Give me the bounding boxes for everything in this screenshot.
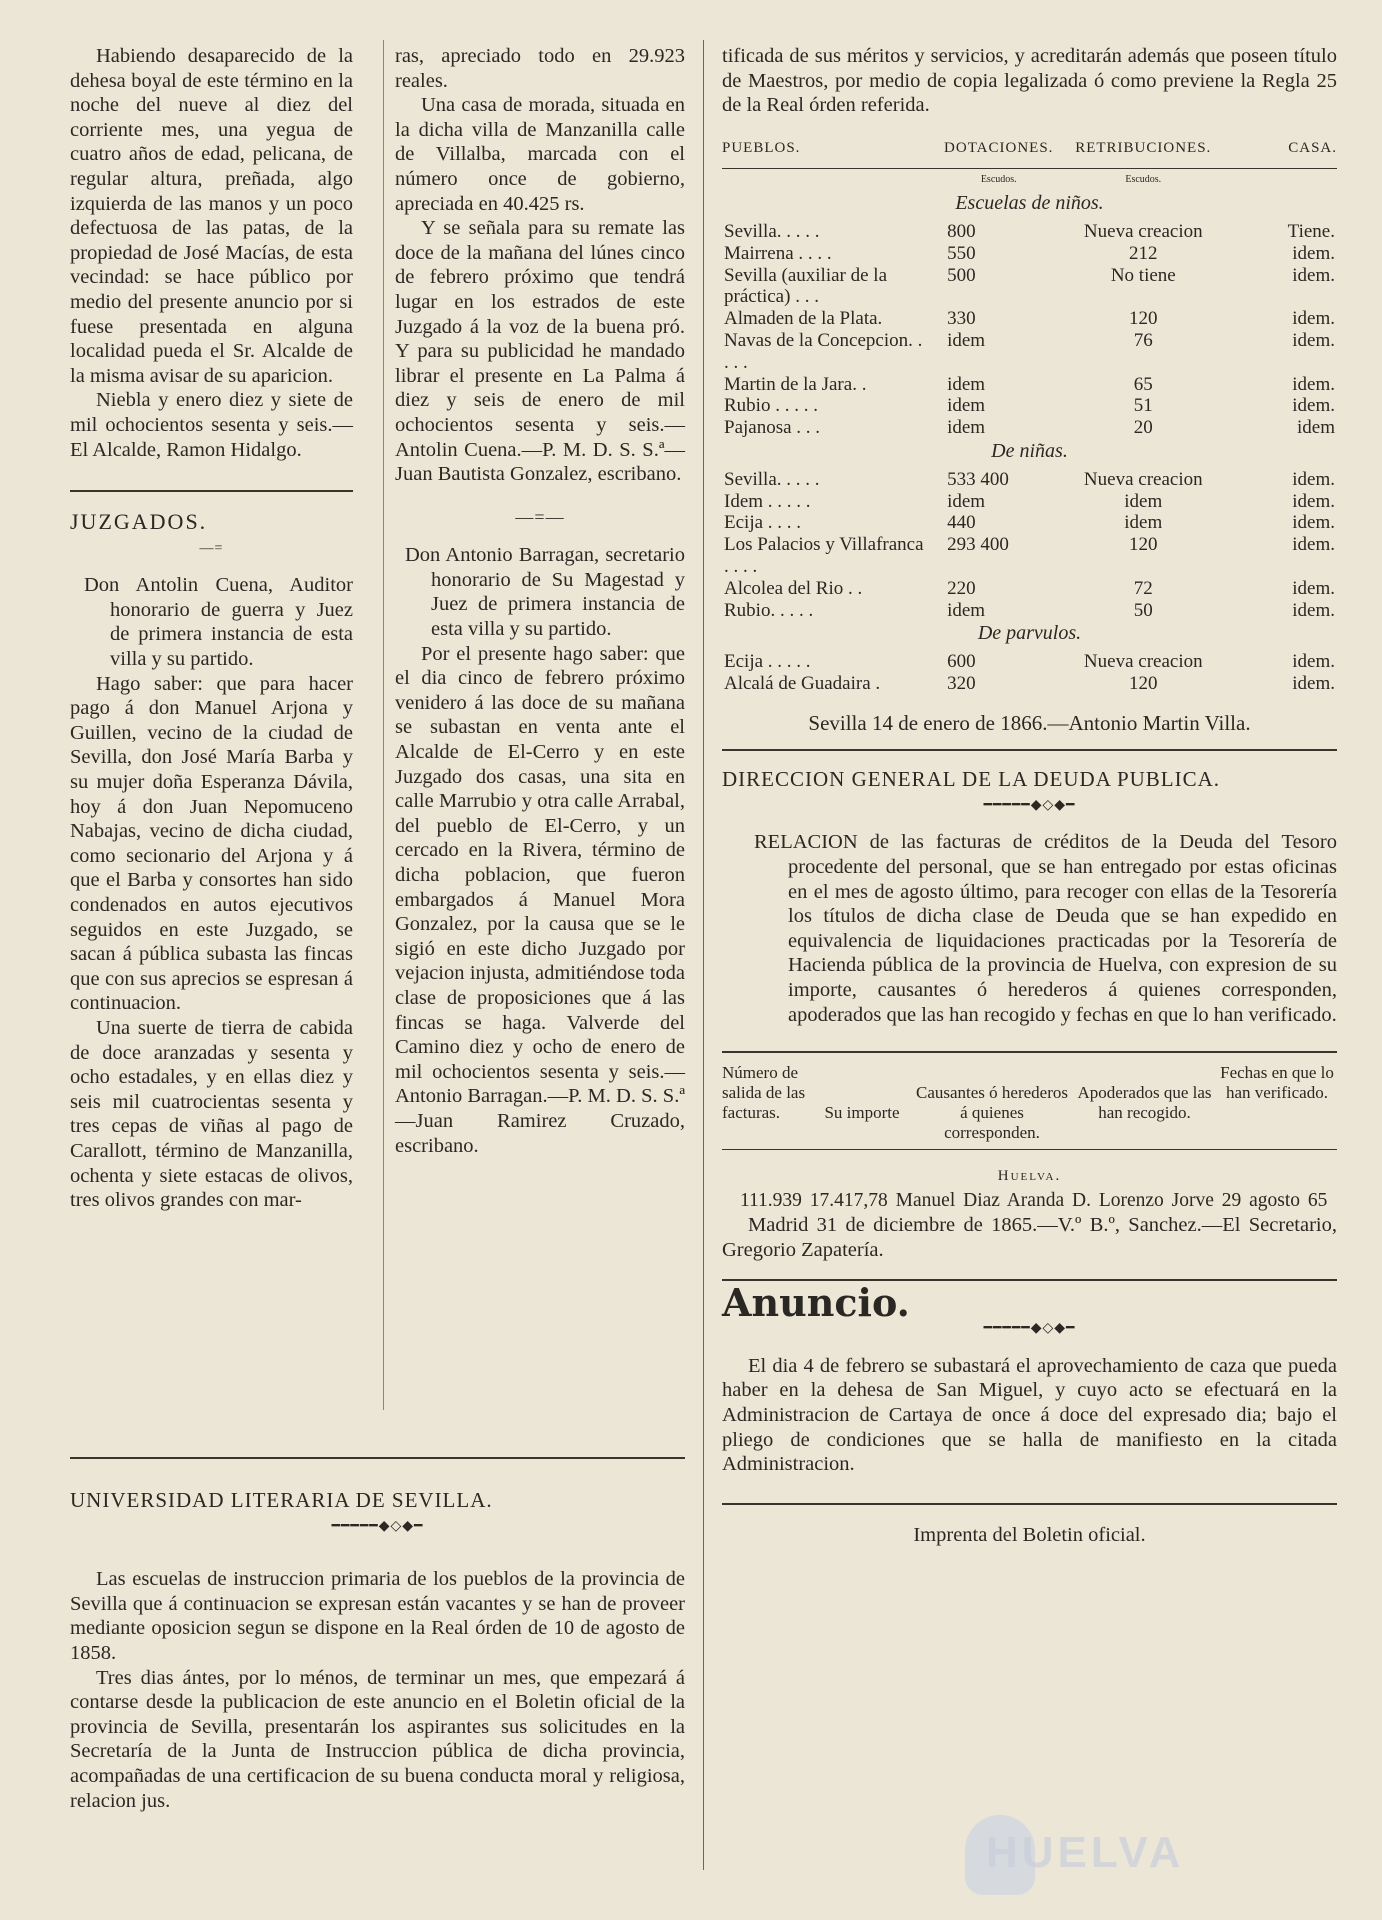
cell-pueblo: Navas de la Concepcion. . . . . xyxy=(724,329,923,373)
imprenta: Imprenta del Boletin oficial. xyxy=(913,1523,1146,1546)
section-title: Escuelas de niños. xyxy=(955,192,1104,215)
col3-paragraph-top: tificada de sus méritos y servicios, y acreditarán además que poseen título de Maestros, por medio de copia legalizada ó como previene la Regla 25 de la Real órden referida. xyxy=(722,45,1337,117)
section-rule xyxy=(722,749,1337,751)
cell-dotacion: 440 xyxy=(947,512,976,534)
col2-paragraph-3: Y se señala para su remate las doce de la mañana del lúnes cinco de febrero próximo que tendrá lugar en los estrados de este Juzgado á la voz de la buena pró. Y para su publicidad he mandado librar el presente en La Palma á diez y seis de enero de mil ochocientos sesenta y seis.—Antolin Cuena.—P. M. D. S. S.ª—Juan Bautista Gonzalez, escribano. xyxy=(395,217,685,486)
cell-dotacion: idem xyxy=(947,417,986,439)
cell-pueblo: Los Palacios y Villafranca . . . . xyxy=(724,534,924,577)
table-row xyxy=(722,512,1337,534)
juzgado-paragraph-1: Hago saber: que para hacer pago á don Manuel Arjona y Guillen, vecino de la ciudad de Sevilla, don José María Barba y su mujer doña Esperanza Dávila, hoy á don Juan Nepomuceno Nabajas, vecino de dicha ciudad, como secionario del Arjona y á que el Barba y consortes han sido condenados en autos ejecutivos seguidos en este Juzgado, se sacan á pública subasta las fincas que con sus aprecios se espresan á continuacion. xyxy=(70,672,353,1015)
cell-pueblo: Pajanosa . . . xyxy=(724,417,821,439)
cell-dotacion: idem xyxy=(947,329,986,351)
col-retribuciones: RETRIBUCIONES. xyxy=(1066,132,1220,169)
column-divider-left xyxy=(383,40,384,1410)
universidad-paragraph-1: Las escuelas de instruccion primaria de los pueblos de la provincia de Sevilla que á continuacion se expresan están vacantes y se han de proveer mediante oposicion segun se dispone en la Real órden de 10 de agosto de 1858. xyxy=(70,1568,685,1664)
column-divider-right xyxy=(703,40,704,1870)
cell-retribucion: 72 xyxy=(1133,577,1153,599)
table-row xyxy=(722,578,1337,600)
cell-pueblo: Sevilla. . . . . xyxy=(724,220,820,242)
table-row xyxy=(722,600,1337,622)
cell-pueblo: Mairrena . . . . xyxy=(724,242,832,264)
col-pueblos: PUEBLOS. xyxy=(722,132,931,169)
section-title-row xyxy=(722,439,1337,469)
cell-retribucion: idem xyxy=(1124,512,1163,534)
col-dotaciones: DOTACIONES. xyxy=(931,132,1066,169)
table-row xyxy=(722,395,1337,417)
universidad-heading: UNIVERSIDAD LITERARIA DE SEVILLA. xyxy=(70,1488,493,1512)
cell-dotacion: idem xyxy=(947,599,986,621)
rel-col-numero: Número de salida de las facturas. xyxy=(722,1063,806,1123)
niebla-paragraph-2: Niebla y enero diez y siete de mil ochocientos sesenta y seis.—El Alcalde, Ramon Hidalgo. xyxy=(70,389,353,461)
cell-pueblo: Ecija . . . . xyxy=(724,512,802,534)
ornament: —= xyxy=(199,540,224,556)
unit-label: Escudos. xyxy=(1125,174,1162,186)
cell-casa: idem. xyxy=(1292,395,1335,417)
cell-pueblo: Sevilla (auxiliar de la práctica) . . . xyxy=(724,264,888,308)
cell-casa: idem. xyxy=(1292,534,1335,556)
section-title: De parvulos. xyxy=(977,622,1082,645)
cell-pueblo: Rubio . . . . . xyxy=(724,395,818,417)
cell-pueblo: Alcalá de Guadaira . xyxy=(724,672,881,694)
escuelas-table-body xyxy=(722,169,1337,695)
cell-casa: idem. xyxy=(1292,242,1335,264)
section-rule-bottom xyxy=(70,1457,685,1459)
cell-retribucion: Nueva creacion xyxy=(1083,220,1203,242)
cell-casa: idem. xyxy=(1292,512,1335,534)
cell-dotacion: 600 xyxy=(947,651,976,673)
cell-pueblo: Sevilla. . . . . xyxy=(724,468,820,490)
sevilla-signature: Sevilla 14 de enero de 1866.—Antonio Martin Villa. xyxy=(808,710,1251,735)
cell-casa: idem. xyxy=(1292,490,1335,512)
cell-casa: idem. xyxy=(1292,264,1335,286)
cell-casa: idem. xyxy=(1292,308,1335,330)
table-rule xyxy=(722,1149,1337,1150)
ornament-3: ━━━━━◆◇◆━ xyxy=(331,1518,424,1534)
barragan-paragraph: Por el presente hago saber: que el dia cinco de febrero próximo venidero á las doce de su mañana se subastan en venta ante el Alcalde de El-Cerro y en este Juzgado dos casas, una sita en calle Marrubio y otra calle Arrabal, del pueblo de El-Cerro, y un cercado en la Rivera, término de dicha poblacion, que fueron embargados á Manuel Mora Gonzalez, por la causa que se le sigió en este dicho Juzgado por vejacion injusta, admitiéndose toda clase de proposiciones que á las fincas se haga. Valverde del Camino diez y ocho de enero de mil ochocientos sesenta y seis.—Antonio Barragan.—P. M. D. S. S.ª—Juan Ramirez Cruzado, escribano. xyxy=(395,642,685,1157)
table-row xyxy=(722,417,1337,439)
huelva-label: Huelva. xyxy=(997,1168,1062,1185)
cell-retribucion: 76 xyxy=(1133,329,1153,351)
cell-casa: idem. xyxy=(1292,468,1335,490)
relacion-table-header xyxy=(722,1063,1337,1143)
cell-casa: Tiene. xyxy=(1287,220,1335,242)
cell-dotacion: 293 400 xyxy=(947,534,1009,556)
cell-retribucion: 50 xyxy=(1133,599,1153,621)
cell-retribucion: 120 xyxy=(1129,534,1158,556)
cell-retribucion: 51 xyxy=(1133,395,1153,417)
rel-col-fechas: Fechas en que lo han verificado. xyxy=(1220,1063,1334,1103)
cell-dotacion: 320 xyxy=(947,672,976,694)
cell-pueblo: Rubio. . . . . xyxy=(724,599,814,621)
table-row xyxy=(722,491,1337,513)
table-row xyxy=(722,673,1337,695)
rel-col-apoderados: Apoderados que las han recogido. xyxy=(1077,1083,1212,1123)
table-row xyxy=(722,469,1337,491)
table-row xyxy=(722,534,1337,578)
cell-casa: idem. xyxy=(1292,329,1335,351)
cell-pueblo: Almaden de la Plata. xyxy=(724,308,883,330)
cell-retribucion: Nueva creacion xyxy=(1083,468,1203,490)
section-rule xyxy=(722,1503,1337,1505)
cell-dotacion: 800 xyxy=(947,220,976,242)
rel-col-causantes: Causantes ó herederos á quienes corresponden. xyxy=(915,1083,1068,1143)
juzgado-paragraph-2: Una suerte de tierra de cabida de doce aranzadas y sesenta y ocho estadales, y en ellas diez y seis mil cuatrocientas sesenta y tres cepas de viñas al pago de Carallott, término de Manzanilla, ochenta y siete estacas de olivos, tres olivos grandes con mar- xyxy=(70,1016,353,1212)
cell-retribucion: idem xyxy=(1124,490,1163,512)
table-row xyxy=(722,374,1337,396)
unit-label: Escudos. xyxy=(980,174,1017,186)
deuda-heading: DIRECCION GENERAL DE LA DEUDA PUBLICA. xyxy=(722,767,1221,792)
cell-casa: idem. xyxy=(1292,599,1335,621)
cell-dotacion: 220 xyxy=(947,577,976,599)
cell-retribucion: 20 xyxy=(1133,417,1153,439)
cell-casa: idem. xyxy=(1292,651,1335,673)
cell-pueblo: Idem . . . . . xyxy=(724,490,811,512)
cell-dotacion: 500 xyxy=(947,264,976,286)
escuelas-table xyxy=(722,132,1337,695)
cell-dotacion: 533 400 xyxy=(947,468,1009,490)
cell-retribucion: 212 xyxy=(1129,242,1158,264)
section-rule xyxy=(70,490,353,492)
section-rule xyxy=(722,1051,1337,1053)
column-1 xyxy=(70,44,353,1213)
cell-retribucion: 65 xyxy=(1133,373,1153,395)
col2-paragraph-2: Una casa de morada, situada en la dicha villa de Manzanilla calle de Villalba, marcada con el número once de gobierno, apreciada en 40.425 rs. xyxy=(395,94,685,215)
column-3 xyxy=(722,44,1337,1547)
table-row xyxy=(722,651,1337,673)
section-title-row xyxy=(722,191,1337,221)
ornament-5: ━━━━━◆◇◆━ xyxy=(983,1321,1076,1337)
cell-retribucion: 120 xyxy=(1129,672,1158,694)
table-row xyxy=(722,330,1337,374)
cell-dotacion: idem xyxy=(947,373,986,395)
col2-paragraph-1: ras, apreciado todo en 29.923 reales. xyxy=(395,45,685,92)
anuncio-title: Anuncio. xyxy=(722,1279,910,1325)
cell-casa: idem. xyxy=(1292,577,1335,599)
universidad-section xyxy=(70,1488,685,1813)
archive-watermark: HUELVA xyxy=(986,1828,1185,1877)
cell-pueblo: Martin de la Jara. . xyxy=(724,373,867,395)
section-title-row xyxy=(722,621,1337,651)
cell-pueblo: Alcolea del Rio . . xyxy=(724,577,863,599)
barragan-intro: Don Antonio Barragan, secretario honorario de Su Magestad y Juez de primera instancia de esta villa y su partido. xyxy=(405,544,685,641)
cell-dotacion: idem xyxy=(947,395,986,417)
anuncio-text: El dia 4 de febrero se subastará el aprovechamiento de caza que pueda haber en la dehesa de San Miguel, y cuyo acto se efectuará en la Administracion de Cartaya de once á doce del expresado dia; bajo el pliego de condiciones que se halla de manifiesto en la citada Administracion. xyxy=(722,1354,1337,1476)
cell-dotacion: idem xyxy=(947,490,986,512)
niebla-paragraph-1: Habiendo desaparecido de la dehesa boyal de este término en la noche del nueve al diez del corriente mes, una yegua de cuatro años de edad, pelicana, de regular altura, preñada, algo izquierda de las manos y un poco defectuosa de las patas, de la propiedad de José Macías, de esta vecindad: se hace público por medio del presente anuncio por si fuese presentada en alguna localidad pueda el Sr. Alcalde de la misma avisar de su aparicion. xyxy=(70,45,353,387)
cell-dotacion: 330 xyxy=(947,308,976,330)
universidad-paragraph-2: Tres dias ántes, por lo ménos, de terminar un mes, que empezará á contarse desde la publicacion de este anuncio en el Boletin oficial de la provincia de Sevilla, presentarán los aspirantes sus solicitudes en la Secretaría de la Junta de Instruccion pública de dicha provincia, acompañadas de una certificacion de su buena conducta moral y religiosa, relacion jus. xyxy=(70,1666,685,1812)
col-casa: CASA. xyxy=(1220,132,1337,169)
juzgado-intro: Don Antolin Cuena, Auditor honorario de guerra y Juez de primera instancia de esta villa y su partido. xyxy=(84,574,353,671)
relacion-paragraph: RELACION de las facturas de créditos de la Deuda del Tesoro procedente del personal, que se han entregado por estas oficinas en el mes de agosto último, para recoger con ellas de la Tesorería los títulos de dicha clase de Deuda que se han expedido en equivalencia de liquidaciones practicadas por la Tesorería de Hacienda pública de la provincia de Huelva, con expresion de su importe, causantes ó herederos á quienes corresponden, apoderados que las han recogido y fechas en que lo han verificado. xyxy=(754,831,1337,1026)
table-row xyxy=(722,221,1337,243)
section-title: De niñas. xyxy=(991,439,1068,462)
cell-retribucion: No tiene xyxy=(1110,264,1176,286)
cell-dotacion: 550 xyxy=(947,242,976,264)
column-2 xyxy=(395,44,685,1158)
juzgados-heading: JUZGADOS. xyxy=(70,509,208,535)
cell-casa: idem. xyxy=(1292,373,1335,395)
cell-casa: idem xyxy=(1297,417,1335,439)
madrid-signature: Madrid 31 de diciembre de 1865.—V.º B.º, Sanchez.—El Secretario, Gregorio Zapatería. xyxy=(722,1214,1337,1262)
table-row xyxy=(722,265,1337,309)
rel-col-importe: Su importe xyxy=(824,1103,900,1123)
ornament-2: —=— xyxy=(515,506,565,527)
huelva-row: 111.939 17.417,78 Manuel Diaz Aranda D. Lorenzo Jorve 29 agosto 65 xyxy=(740,1189,1328,1211)
ornament-4: ━━━━━◆◇◆━ xyxy=(983,797,1076,813)
table-row xyxy=(722,308,1337,330)
cell-pueblo: Ecija . . . . . xyxy=(724,651,811,673)
cell-retribucion: 120 xyxy=(1129,308,1158,330)
cell-casa: idem. xyxy=(1292,672,1335,694)
cell-retribucion: Nueva creacion xyxy=(1083,651,1203,673)
table-row xyxy=(722,243,1337,265)
